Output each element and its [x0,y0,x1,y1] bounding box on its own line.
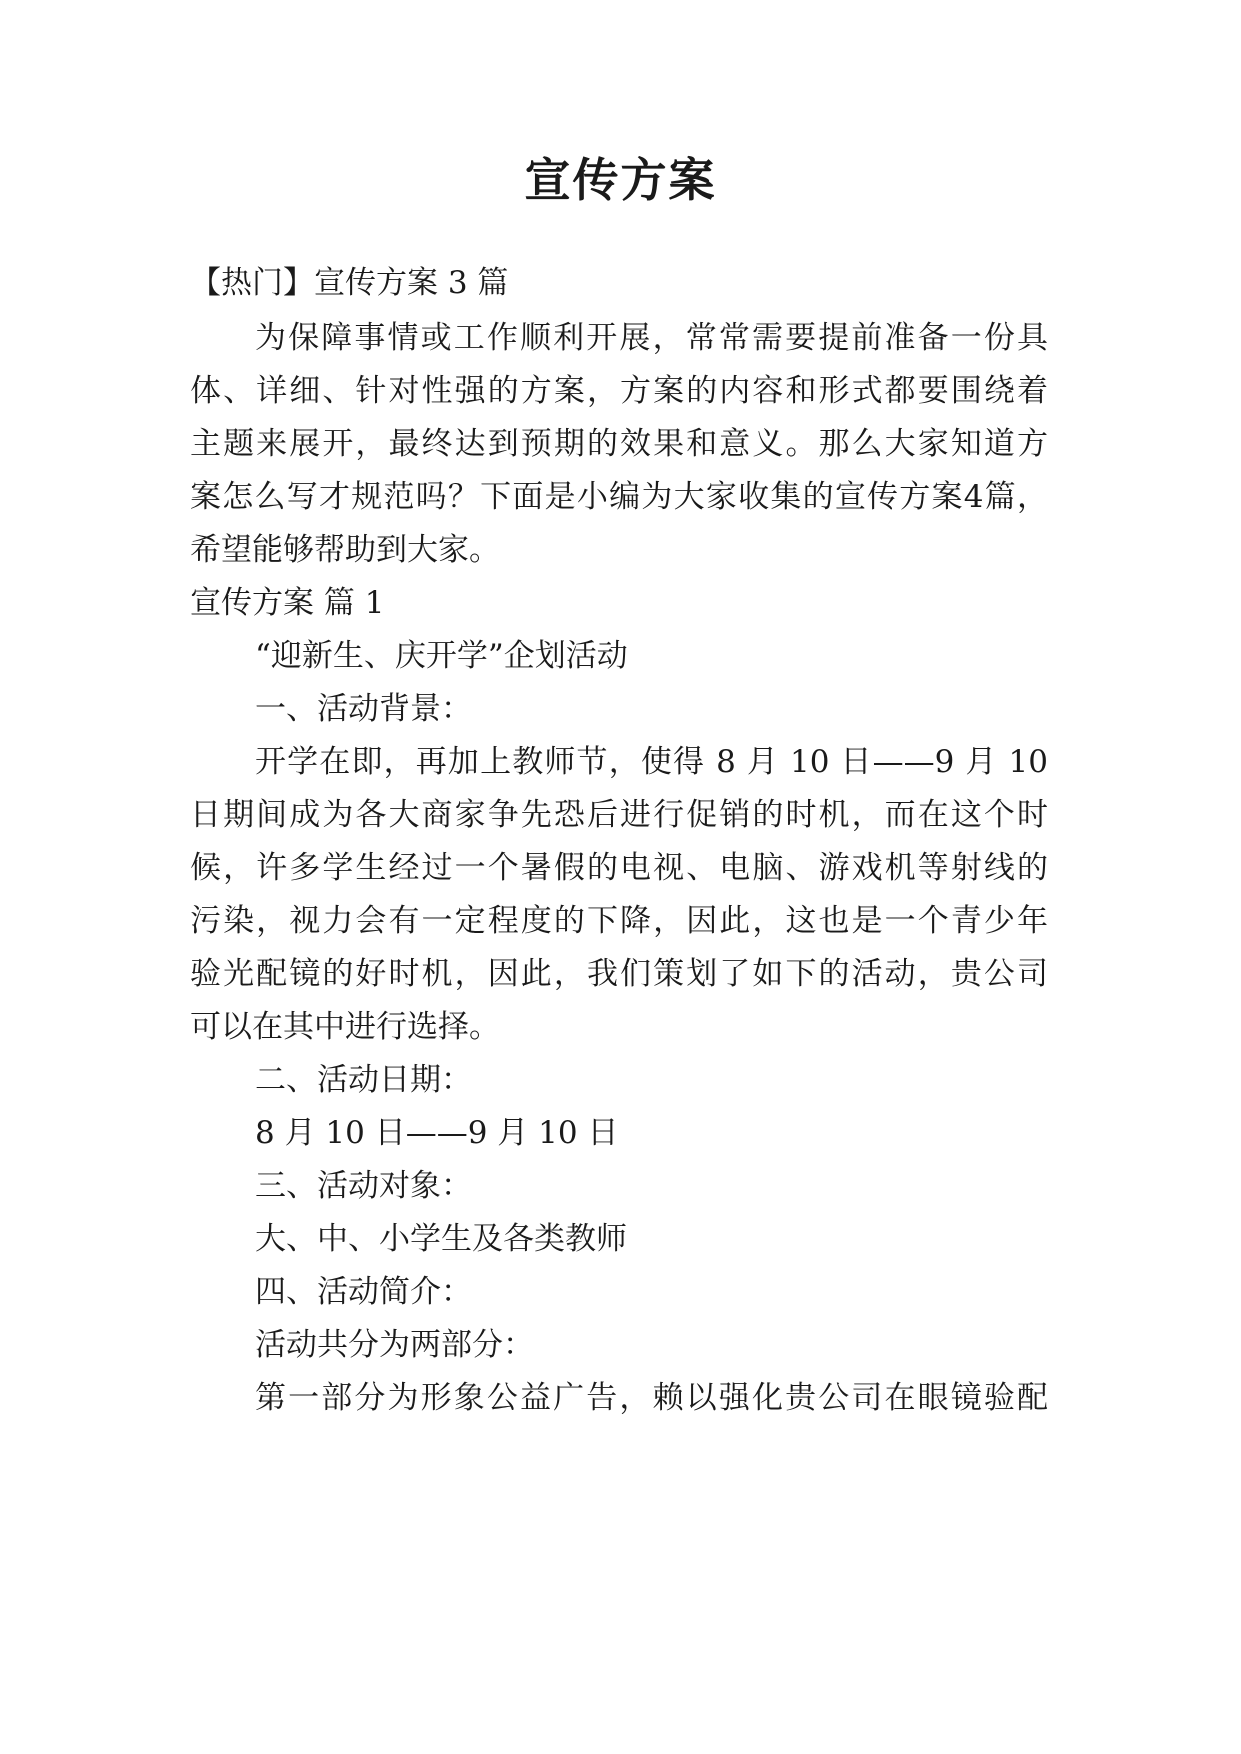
document-title: 宣传方案 [524,153,717,207]
activity-title: “迎新生、庆开学”企划活动 [255,638,628,674]
paragraph-line: 主题来展开，最终达到预期的效果和意义。那么大家知道方 [190,426,1048,462]
paragraph-line: 希望能够帮助到大家。 [190,532,500,568]
subheading: 一、活动背景： [255,691,472,727]
paragraph-line: 验光配镜的好时机，因此，我们策划了如下的活动，贵公司 [190,956,1048,992]
paragraph-line: 大、中、小学生及各类教师 [255,1221,627,1257]
paragraph-line: 日期间成为各大商家争先恐后进行促销的时机，而在这个时 [190,797,1048,833]
paragraph-line: 案怎么写才规范吗？下面是小编为大家收集的宣传方案4篇， [190,479,1048,515]
section-heading: 宣传方案 篇 1 [190,585,385,621]
subheading: 三、活动对象： [255,1168,472,1204]
paragraph-line: 8 月 10 日——9 月 10 日 [255,1115,619,1151]
paragraph-line: 可以在其中进行选择。 [190,1009,500,1045]
paragraph-line: 开学在即，再加上教师节，使得 8 月 10 日——9 月 10 [255,744,1048,780]
paragraph-line: 体、详细、针对性强的方案，方案的内容和形式都要围绕着 [190,373,1048,409]
doc-heading: 【热门】宣传方案 3 篇 [190,265,509,301]
paragraph-line: 第一部分为形象公益广告，赖以强化贵公司在眼镜验配 [255,1380,1048,1416]
subheading: 四、活动简介： [255,1274,472,1310]
paragraph-line: 活动共分为两部分： [255,1327,534,1363]
paragraph-line: 污染，视力会有一定程度的下降，因此，这也是一个青少年 [190,903,1048,939]
subheading: 二、活动日期： [255,1062,472,1098]
paragraph-line: 候，许多学生经过一个暑假的电视、电脑、游戏机等射线的 [190,850,1048,886]
paragraph-line: 为保障事情或工作顺利开展，常常需要提前准备一份具 [255,320,1048,356]
